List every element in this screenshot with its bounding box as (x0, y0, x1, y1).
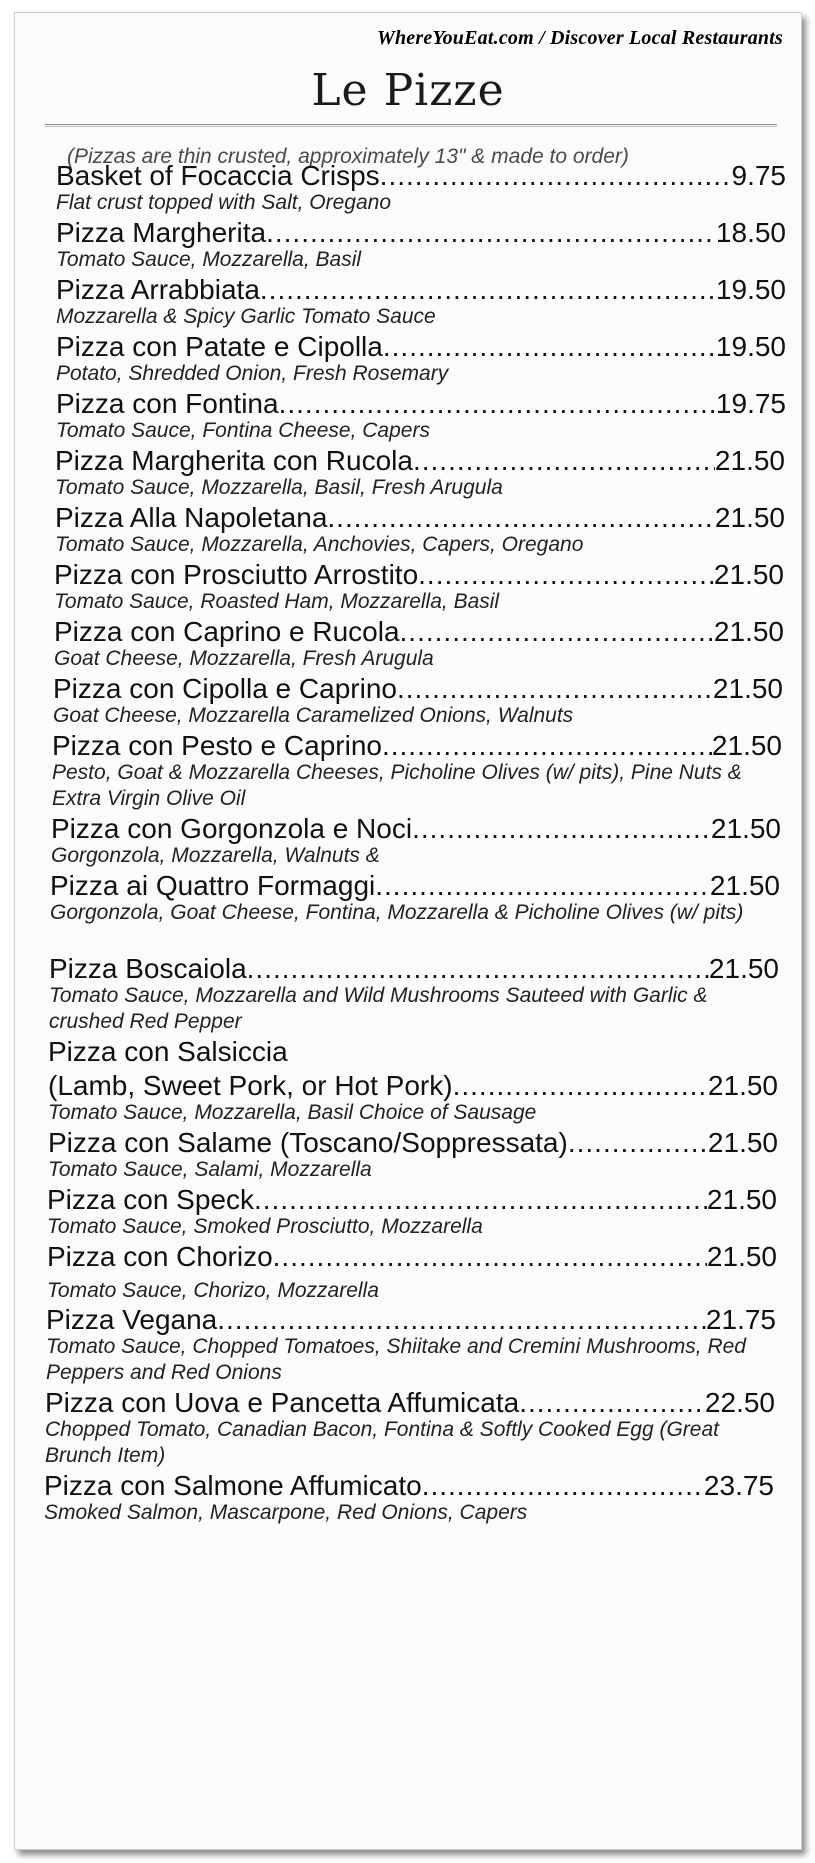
item-price: 21.50 (706, 1184, 777, 1215)
dot-leader (375, 869, 710, 903)
title-divider (45, 124, 777, 127)
menu-item (55, 501, 785, 558)
dot-leader (413, 444, 715, 478)
item-name: Pizza con Speck (47, 1184, 254, 1215)
item-name: Pizza con Salmone Affumicato (44, 1470, 422, 1501)
menu-item (52, 729, 782, 812)
item-description: Tomato Sauce, Mozzarella and Wild Mushrooms Sauteed with Garlic & crushed Red Pepper (49, 984, 708, 1033)
dot-leader (279, 387, 716, 421)
item-name: Pizza con Patate e Cipolla (56, 331, 383, 362)
dot-leader (380, 159, 732, 193)
dot-leader (247, 952, 709, 986)
dot-leader (422, 1469, 704, 1503)
item-description: Tomato Sauce, Mozzarella, Basil Choice of Sausage (48, 1101, 537, 1124)
item-description: Tomato Sauce, Salami, Mozzarella (48, 1158, 372, 1181)
item-price: 21.50 (709, 870, 780, 901)
item-price: 9.75 (731, 160, 786, 191)
item-price: 21.50 (713, 559, 784, 590)
item-description: Mozzarella & Spicy Garlic Tomato Sauce (56, 305, 436, 328)
item-name: Pizza con Caprino e Rucola (54, 616, 400, 647)
menu-item (56, 387, 786, 444)
dot-leader (254, 1183, 707, 1217)
menu-item (56, 330, 786, 387)
item-description: Potato, Shredded Onion, Fresh Rosemary (56, 362, 449, 385)
menu-item (44, 1469, 774, 1526)
dot-leader (327, 501, 715, 535)
menu-item (48, 1126, 778, 1183)
item-price: 21.75 (705, 1304, 776, 1335)
item-price: 23.75 (703, 1470, 774, 1501)
item-description: Pesto, Goat & Mozzarella Cheeses, Picholine Olives (w/ pits), Pine Nuts & Extra Virgin Olive Oil (52, 761, 742, 810)
dot-leader (400, 615, 714, 649)
menu-item (54, 558, 784, 615)
item-name: Pizza con Cipolla e Caprino (53, 673, 397, 704)
site-watermark[interactable]: WhereYouEat.com / Discover Local Restaurants (376, 27, 783, 49)
item-name: Pizza con Uova e Pancetta Affumicata (45, 1387, 520, 1418)
item-price: 22.50 (704, 1387, 775, 1418)
item-price: 21.50 (714, 502, 785, 533)
menu-item (55, 444, 785, 501)
item-description: Goat Cheese, Mozzarella, Fresh Arugula (54, 647, 434, 670)
menu-item (50, 869, 780, 926)
item-name-line1: Pizza con Salsiccia (48, 1036, 288, 1067)
item-price: 21.50 (708, 953, 779, 984)
item-price: 21.50 (710, 813, 781, 844)
menu-item (56, 159, 786, 216)
item-name: Pizza Arrabbiata (56, 274, 260, 305)
dot-leader (273, 1240, 707, 1274)
menu-item (47, 1240, 777, 1304)
item-description: Tomato Sauce, Chorizo, Mozzarella (47, 1279, 379, 1302)
dot-leader (266, 216, 716, 250)
item-description: Gorgonzola, Goat Cheese, Fontina, Mozzarella & Picholine Olives (w/ pits) (50, 901, 744, 924)
item-name: Pizza Margherita (56, 217, 267, 248)
dot-leader (519, 1386, 705, 1420)
dot-leader (412, 812, 711, 846)
item-description: Smoked Salmon, Mascarpone, Red Onions, Capers (44, 1501, 528, 1524)
item-description: Goat Cheese, Mozzarella Caramelized Onions, Walnuts (53, 704, 574, 727)
dot-leader (260, 273, 716, 307)
item-price: 21.50 (713, 616, 784, 647)
item-description: Tomato Sauce, Fontina Cheese, Capers (56, 419, 430, 442)
menu-item (49, 952, 779, 1035)
menu-item (51, 812, 781, 869)
page-title: Le Pizze (311, 65, 505, 116)
menu-item (48, 1035, 778, 1126)
menu-item (54, 615, 784, 672)
item-name: Pizza con Chorizo (47, 1241, 273, 1272)
item-description: Tomato Sauce, Mozzarella, Basil, Fresh Arugula (55, 476, 503, 499)
item-price: 19.50 (715, 331, 786, 362)
menu-item (56, 216, 786, 273)
item-name: Pizza con Gorgonzola e Noci (51, 813, 413, 844)
item-description: Flat crust topped with Salt, Oregano (56, 191, 392, 214)
item-description: Tomato Sauce, Mozzarella, Basil (56, 248, 362, 271)
menu-item (53, 672, 783, 729)
item-price: 19.75 (715, 388, 786, 419)
item-name: Pizza con Prosciutto Arrostito (54, 559, 419, 590)
item-price: 21.50 (707, 1127, 778, 1158)
menu-item (47, 1183, 777, 1240)
item-price: 21.50 (712, 673, 783, 704)
dot-leader (382, 729, 712, 763)
item-price: 21.50 (711, 730, 782, 761)
item-name: Pizza Alla Napoletana (55, 502, 328, 533)
pizza-note: (Pizzas are thin crusted, approximately 13" & made to order) (67, 145, 629, 168)
dot-leader (217, 1303, 706, 1337)
dot-leader (453, 1069, 708, 1103)
item-name: Pizza con Pesto e Caprino (52, 730, 382, 761)
item-name: Basket of Focaccia Crisps (56, 160, 380, 191)
item-name: (Lamb, Sweet Pork, or Hot Pork) (48, 1070, 453, 1101)
item-description: Tomato Sauce, Roasted Ham, Mozzarella, Basil (54, 590, 500, 613)
item-description: Gorgonzola, Mozzarella, Walnuts & (51, 844, 380, 867)
menu-item (46, 1303, 776, 1386)
item-price: 19.50 (715, 274, 786, 305)
item-name: Pizza ai Quattro Formaggi (50, 870, 376, 901)
item-description: Tomato Sauce, Mozzarella, Anchovies, Capers, Oregano (55, 533, 584, 556)
item-description: Tomato Sauce, Chopped Tomatoes, Shiitake and Cremini Mushrooms, Red Peppers and Red Onions (46, 1335, 746, 1384)
dot-leader (568, 1126, 708, 1160)
menu-page (14, 12, 802, 1850)
dot-leader (383, 330, 716, 364)
item-description: Chopped Tomato, Canadian Bacon, Fontina & Softly Cooked Egg (Great Brunch Item) (45, 1418, 719, 1467)
item-name: Pizza con Salame (Toscano/Soppressata) (48, 1127, 568, 1158)
item-price: 21.50 (714, 445, 785, 476)
item-name: Pizza Boscaiola (49, 953, 247, 984)
dot-leader (418, 558, 714, 592)
item-name: Pizza Margherita con Rucola (55, 445, 413, 476)
item-price: 21.50 (706, 1241, 777, 1272)
item-price: 18.50 (715, 217, 786, 248)
item-name: Pizza con Fontina (56, 388, 279, 419)
item-name: Pizza Vegana (46, 1304, 218, 1335)
item-description: Tomato Sauce, Smoked Prosciutto, Mozzarella (47, 1215, 483, 1238)
item-price: 21.50 (707, 1070, 778, 1101)
menu-item (45, 1386, 775, 1469)
dot-leader (397, 672, 713, 706)
menu-item (56, 273, 786, 330)
